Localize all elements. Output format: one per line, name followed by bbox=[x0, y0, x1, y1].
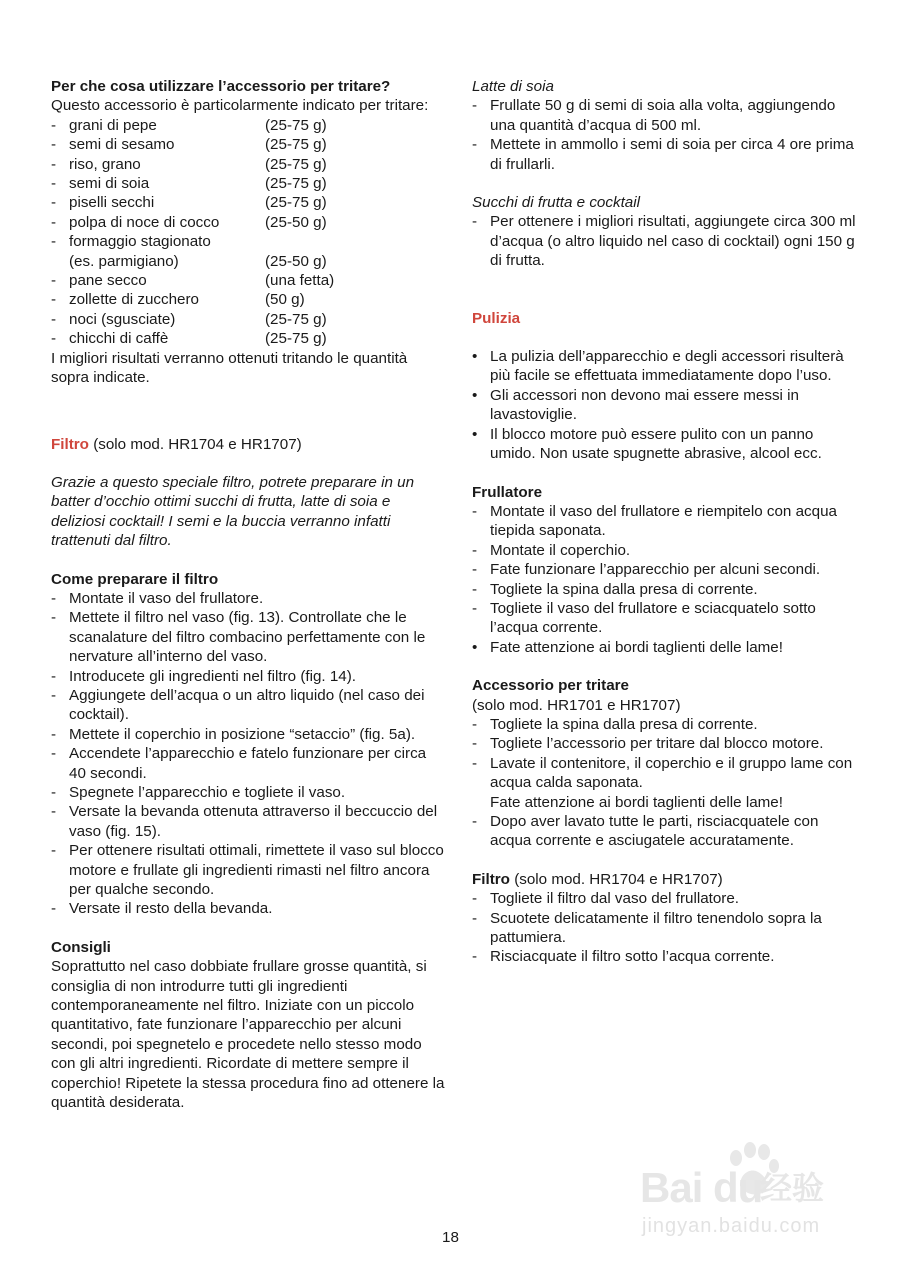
list-item: - formaggio stagionato bbox=[51, 232, 446, 251]
list-item: - Versate la bevanda ottenuta attraverso il beccuccio del vaso (fig. 15). bbox=[51, 802, 446, 841]
list-item: - Dopo aver lavato tutte le parti, risciacquatele con acqua corrente e asciugatele accuratamente. bbox=[472, 812, 862, 851]
list-item: - Per ottenere risultati ottimali, rimettete il vaso sul blocco motore e frullate gli ingredienti rimasti nel filtro ancora per qualche secondo. bbox=[51, 841, 446, 899]
filter-heading: Filtro bbox=[472, 870, 510, 888]
quantity-list bbox=[51, 116, 446, 349]
filter-steps bbox=[472, 889, 862, 967]
list-item: - Per ottenere i migliori risultati, aggiungete circa 300 ml d’acqua (o altro liquido nel caso di cocktail) ogni 150 g di frutta. bbox=[472, 212, 862, 270]
soy-steps bbox=[472, 96, 862, 174]
list-item: - Montate il vaso del frullatore. bbox=[51, 589, 446, 608]
left-column bbox=[51, 77, 446, 1113]
accessory-intro: Questo accessorio è particolarmente indicato per tritare: bbox=[51, 97, 429, 115]
list-item: • Il blocco motore può essere pulito con un panno umido. Non usate spugnette abrasive, alcool ecc. bbox=[472, 425, 862, 464]
blender-heading: Frullatore bbox=[472, 483, 543, 501]
juice-steps bbox=[472, 212, 862, 270]
list-item: - Togliete la spina dalla presa di corrente. bbox=[472, 580, 862, 599]
blender-steps bbox=[472, 502, 862, 638]
list-item: - zollette di zucchero (50 g) bbox=[51, 290, 446, 309]
cleaning-heading: Pulizia bbox=[472, 309, 521, 327]
list-item: - piselli secchi (25-75 g) bbox=[51, 193, 446, 212]
list-item: - noci (sgusciate) (25-75 g) bbox=[51, 310, 446, 329]
list-item: - grani di pepe (25-75 g) bbox=[51, 116, 446, 135]
list-item: - riso, grano (25-75 g) bbox=[51, 155, 446, 174]
list-item: - Aggiungete dell’acqua o un altro liquido (nel caso dei cocktail). bbox=[51, 686, 446, 725]
filtro-models: (solo mod. HR1704 e HR1707) bbox=[88, 435, 302, 453]
list-item: - Togliete il filtro dal vaso del frullatore. bbox=[472, 889, 862, 908]
list-item: • La pulizia dell’apparecchio e degli accessori risulterà più facile se effettuata immediatamente dopo l’uso. bbox=[472, 347, 862, 386]
blender-warning: • Fate attenzione ai bordi taglienti delle lame! bbox=[472, 638, 862, 657]
chopper-warning: Fate attenzione ai bordi taglienti delle lame! bbox=[490, 793, 783, 811]
list-item: - Mettete il filtro nel vaso (fig. 13). Controllate che le scanalature del filtro combacino perfettamente con le nervature all’interno del vaso. bbox=[51, 608, 446, 666]
list-item: - Spegnete l’apparecchio e togliete il vaso. bbox=[51, 783, 446, 802]
list-item-continuation: (es. parmigiano) (25-50 g) bbox=[69, 252, 327, 270]
list-item: - Togliete la spina dalla presa di corrente. bbox=[472, 715, 862, 734]
filtro-line bbox=[51, 435, 446, 454]
list-item: - polpa di noce di cocco (25-50 g) bbox=[51, 213, 446, 232]
cleaning-bullets bbox=[472, 347, 862, 463]
chopper-steps bbox=[472, 715, 862, 851]
filtro-intro: Grazie a questo speciale filtro, potrete preparare in un batter d’occhio ottimi succhi di frutta, latte di soia e deliziosi cocktail! I semi e la buccia verranno infatti trattenuti dal filtro. bbox=[51, 473, 415, 550]
filter-line bbox=[472, 870, 862, 889]
watermark-logo: Bai du bbox=[640, 1164, 763, 1211]
list-item: - pane secco (una fetta) bbox=[51, 271, 446, 290]
list-item: - Togliete il vaso del frullatore e sciacquatelo sotto l’acqua corrente. bbox=[472, 599, 862, 638]
list-item: - Montate il coperchio. bbox=[472, 541, 862, 560]
tips-heading: Consigli bbox=[51, 938, 111, 956]
list-item: - Mettete il coperchio in posizione “setaccio” (fig. 5a). bbox=[51, 725, 446, 744]
list-item: - Versate il resto della bevanda. bbox=[51, 899, 446, 918]
watermark-chinese: 经验 bbox=[760, 1170, 825, 1206]
list-item: - semi di soia (25-75 g) bbox=[51, 174, 446, 193]
list-item: - Montate il vaso del frullatore e riempitelo con acqua tiepida saponata. bbox=[472, 502, 862, 541]
list-item: - Accendete l’apparecchio e fatelo funzionare per circa 40 secondi. bbox=[51, 744, 446, 783]
list-item: - Fate funzionare l’apparecchio per alcuni secondi. bbox=[472, 560, 862, 579]
right-column bbox=[472, 77, 862, 967]
accessory-heading: Per che cosa utilizzare l’accessorio per tritare? bbox=[51, 78, 391, 95]
filtro-heading: Filtro bbox=[51, 435, 89, 453]
chopper-models: (solo mod. HR1701 e HR1707) bbox=[472, 696, 681, 714]
list-item: - Togliete l’accessorio per tritare dal blocco motore. bbox=[472, 734, 862, 753]
page-number: 18 bbox=[442, 1229, 459, 1246]
list-item: - Introducete gli ingredienti nel filtro (fig. 14). bbox=[51, 667, 446, 686]
list-item: - Frullate 50 g di semi di soia alla volta, aggiungendo una quantità d’acqua di 500 ml. bbox=[472, 96, 862, 135]
prep-steps bbox=[51, 589, 446, 919]
prep-heading: Come preparare il filtro bbox=[51, 570, 219, 588]
list-item: - Risciacquate il filtro sotto l’acqua corrente. bbox=[472, 947, 862, 966]
list-item: - semi di sesamo (25-75 g) bbox=[51, 135, 446, 154]
juice-heading: Succhi di frutta e cocktail bbox=[472, 194, 640, 212]
list-item: • Gli accessori non devono mai essere messi in lavastoviglie. bbox=[472, 386, 862, 425]
accessory-note: I migliori risultati verranno ottenuti tritando le quantità sopra indicate. bbox=[51, 349, 408, 387]
list-item: - chicchi di caffè (25-75 g) bbox=[51, 329, 446, 348]
soy-heading: Latte di soia bbox=[472, 78, 554, 95]
blender-warning-list bbox=[472, 638, 862, 657]
chopper-heading: Accessorio per tritare bbox=[472, 677, 630, 695]
list-item: - Scuotete delicatamente il filtro tenendolo sopra la pattumiera. bbox=[472, 909, 862, 948]
filter-models: (solo mod. HR1704 e HR1707) bbox=[509, 870, 723, 888]
list-item: - Mettete in ammollo i semi di soia per circa 4 ore prima di frullarli. bbox=[472, 135, 862, 174]
tips-text: Soprattutto nel caso dobbiate frullare grosse quantità, si consiglia di non introdurre tutti gli ingredienti contemporaneamente nel filtro. Iniziate con un piccolo quantitativo, fate funzionare l’apparecchio per alcuni secondi, poi spegnetelo e procedete nello stesso modo con gli altri ingredienti. Ricordate di mettere sempre il coperchio! Ripetete la stessa procedura fino ad ottenere la quantità desiderata. bbox=[51, 958, 445, 1112]
list-item: - Lavate il contenitore, il coperchio e il gruppo lame con acqua calda saponata. Fate attenzione ai bordi taglienti delle lame! bbox=[472, 754, 862, 812]
watermark-url: jingyan.baidu.com bbox=[642, 1215, 821, 1237]
